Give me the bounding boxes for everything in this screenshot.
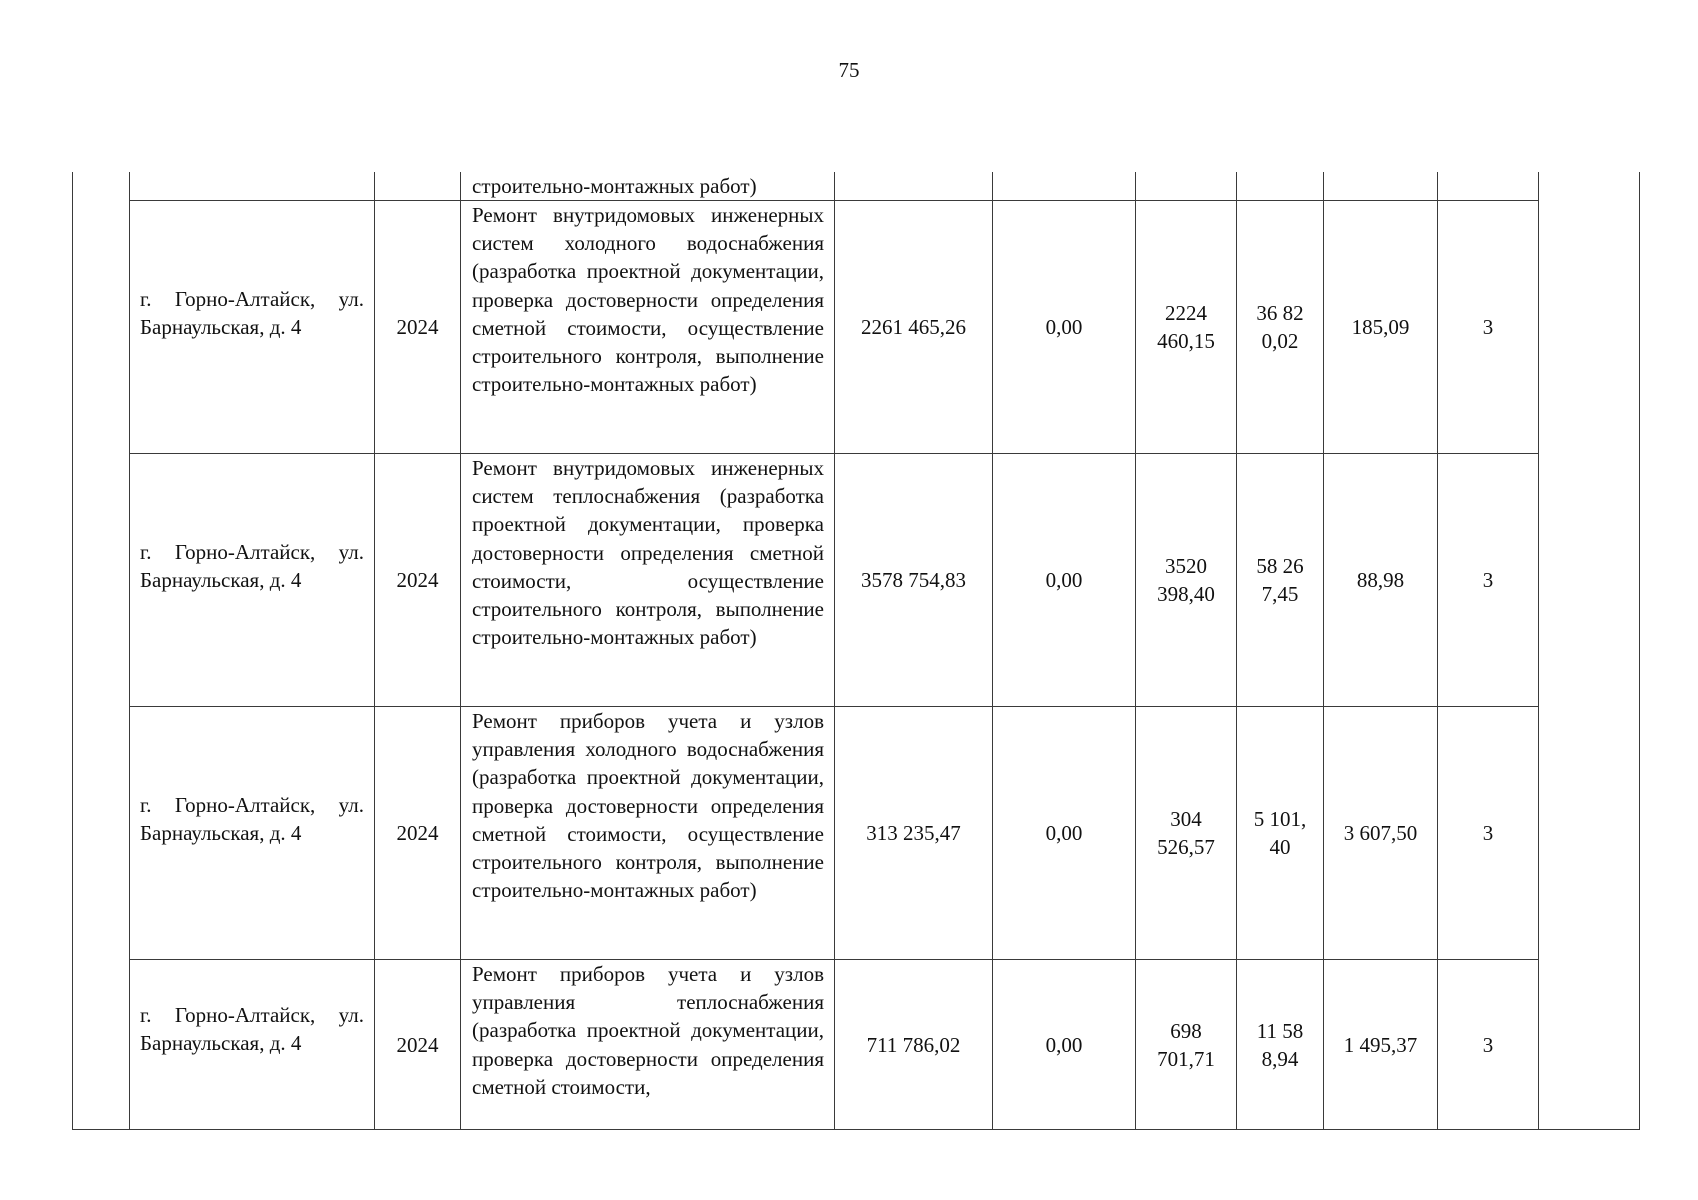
table-cell-year: 2024 — [396, 821, 439, 845]
table-cell-col7: 5 101,40 — [1253, 807, 1307, 859]
table-cell-col8: 3 607,50 — [1343, 821, 1418, 845]
table-cell-description-continued: строительно-монтажных работ) — [472, 174, 757, 198]
table-cell-col5: 0,00 — [1045, 1032, 1083, 1057]
col-divider — [129, 172, 130, 1130]
table-cell-col6: 2224 460,15 — [1157, 301, 1215, 353]
table-cell-description: Ремонт приборов учета и узлов управления теплоснабжения (разработка проектной документации, проверка достоверности определения сметной стоимости, — [472, 962, 824, 1099]
table-cell-address: г. Горно-Алтайск, ул. Барнаульская, д. 4 — [140, 287, 364, 339]
table-cell-col7: 58 267,45 — [1256, 554, 1304, 606]
table-border-bottom — [72, 1129, 1639, 1130]
col-divider — [1538, 172, 1539, 1130]
table-cell-col6: 3520 398,40 — [1157, 554, 1215, 606]
table-cell-year: 2024 — [396, 315, 439, 339]
table-cell-col5: 0,00 — [1045, 315, 1083, 339]
table-cell-description: Ремонт внутридомовых инженерных систем холодного водоснабжения (разработка проектной документации, проверка достоверности определения сметной стоимости, осуществление строительного контроля, выполнение строительно-монтажных работ) — [472, 203, 824, 397]
table-cell-year: 2024 — [396, 568, 439, 592]
table-cell-col6: 698 701,71 — [1157, 1018, 1215, 1071]
table-cell-total: 3578 754,83 — [861, 568, 966, 592]
table-border-left — [72, 172, 73, 1130]
table-cell-col5: 0,00 — [1045, 568, 1083, 592]
table-cell-col9: 3 — [1482, 568, 1494, 592]
table-cell-total: 711 786,02 — [866, 1032, 961, 1057]
table-cell-col9: 3 — [1482, 1032, 1494, 1057]
table-cell-col6: 304 526,57 — [1157, 807, 1215, 859]
table-cell-description: Ремонт внутридомовых инженерных систем теплоснабжения (разработка проектной документации, проверка достоверности определения сметной стоимости, осуществление строительного контроля, выполнение строительно-монтажных работ) — [472, 456, 824, 650]
table-cell-total: 2261 465,26 — [861, 315, 966, 339]
table-cell-col9: 3 — [1482, 315, 1494, 339]
table-cell-col5: 0,00 — [1045, 821, 1083, 845]
page-number: 75 — [838, 58, 860, 82]
table-cell-year: 2024 — [396, 1032, 439, 1057]
table-cell-address: г. Горно-Алтайск, ул. Барнаульская, д. 4 — [140, 793, 364, 845]
table-cell-address: г. Горно-Алтайск, ул. Барнаульская, д. 4 — [140, 540, 364, 592]
table-cell-col7: 11 588,94 — [1256, 1018, 1304, 1071]
table-cell-total: 313 235,47 — [866, 821, 961, 845]
table-border-right — [1639, 172, 1640, 1130]
table-cell-col8: 88,98 — [1356, 568, 1405, 592]
table-cell-col7: 36 820,02 — [1256, 301, 1304, 353]
table-cell-description: Ремонт приборов учета и узлов управления холодного водоснабжения (разработка проектной документации, проверка достоверности определения сметной стоимости, осуществление строительного контроля, выполнение строительно-монтажных работ) — [472, 709, 824, 903]
table-cell-address: г. Горно-Алтайск, ул. Барнаульская, д. 4 — [140, 1003, 364, 1055]
table-cell-col8: 1 495,37 — [1343, 1032, 1418, 1057]
col-divider — [460, 172, 461, 1130]
table-cell-col8: 185,09 — [1351, 315, 1410, 339]
table-cell-col9: 3 — [1482, 821, 1494, 845]
